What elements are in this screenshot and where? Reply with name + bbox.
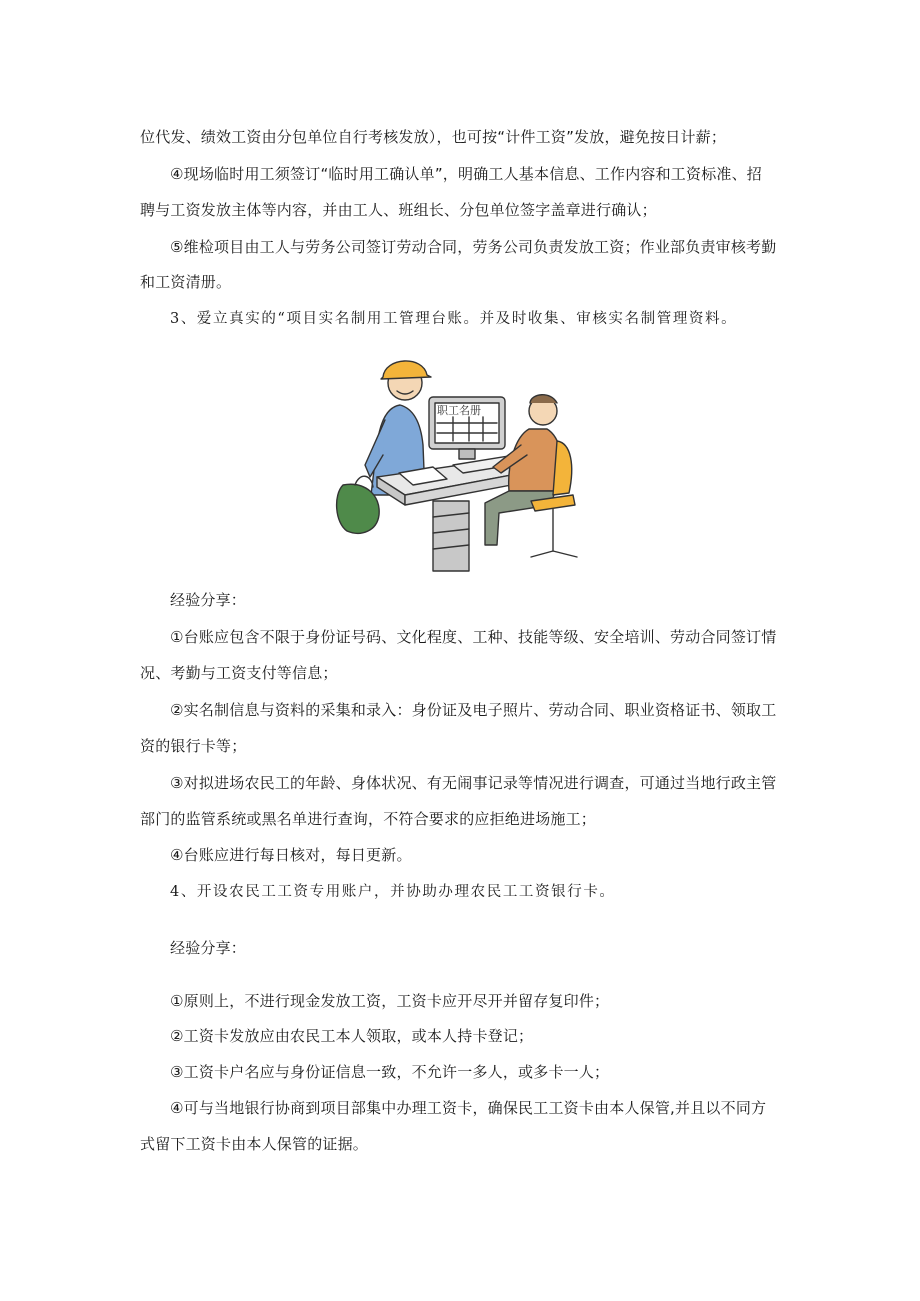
paragraph-line: ③工资卡户名应与身份证信息一致，不允许一多人，或多卡一人； xyxy=(170,1063,610,1081)
section-heading-3: 3、爱立真实的“项目实名制用工管理台账。并及时收集、审核实名制管理资料。 xyxy=(170,311,738,327)
paragraph-line: 资的银行卡等； xyxy=(140,737,247,755)
paragraph-line: ⑤维检项目由工人与劳务公司签订劳动合同，劳务公司负责发放工资；作业部负责审核考勤 xyxy=(170,238,777,256)
paragraph-line: ②实名制信息与资料的采集和录入：身份证及电子照片、劳动合同、职业资格证书、领取工 xyxy=(170,701,777,719)
screen-title: 职工名册 xyxy=(437,404,481,417)
section-heading-4: 4、开设农民工工资专用账户，并协助办理农民工工资银行卡。 xyxy=(170,884,616,900)
paragraph-line: 式留下工资卡由本人保管的证据。 xyxy=(140,1135,369,1153)
paragraph-line: 聘与工资发放主体等内容，并由工人、班组长、分包单位签字盖章进行确认； xyxy=(140,201,657,219)
paragraph-line: ④可与当地银行协商到项目部集中办理工资卡，确保民工工资卡由本人保管,并且以不同方 xyxy=(170,1099,767,1117)
paragraph-line: ①台账应包含不限于身份证号码、文化程度、工种、技能等级、安全培训、劳动合同签订情 xyxy=(170,628,777,646)
paragraph-line: ③对拟进场农民工的年龄、身体状况、有无闹事记录等情况进行调查，可通过当地行政主管 xyxy=(170,774,777,792)
paragraph-line: ②工资卡发放应由农民工本人领取，或本人持卡登记； xyxy=(170,1027,534,1045)
paragraph-line: 位代发、绩效工资由分包单位自行考核发放），也可按“计件工资”发放，避免按日计薪； xyxy=(140,128,727,146)
paragraph-line: ①原则上，不进行现金发放工资，工资卡应开尽开并留存复印件； xyxy=(170,992,610,1010)
paragraph-line: 部门的监管系统或黑名单进行查询，不符合要求的应拒绝进场施工； xyxy=(140,810,597,828)
paragraph-line: ④现场临时用工须签订“临时用工确认单”，明确工人基本信息、工作内容和工资标准、招 xyxy=(170,165,762,183)
paragraph-line: 况、考勤与工资支付等信息； xyxy=(140,664,338,682)
paragraph-line: 和工资清册。 xyxy=(140,273,232,291)
experience-share-label: 经验分享： xyxy=(170,591,247,609)
paragraph-line: ④台账应进行每日核对，每日更新。 xyxy=(170,846,412,864)
experience-share-label: 经验分享： xyxy=(170,939,247,957)
office-staff-register-illustration xyxy=(325,345,595,580)
